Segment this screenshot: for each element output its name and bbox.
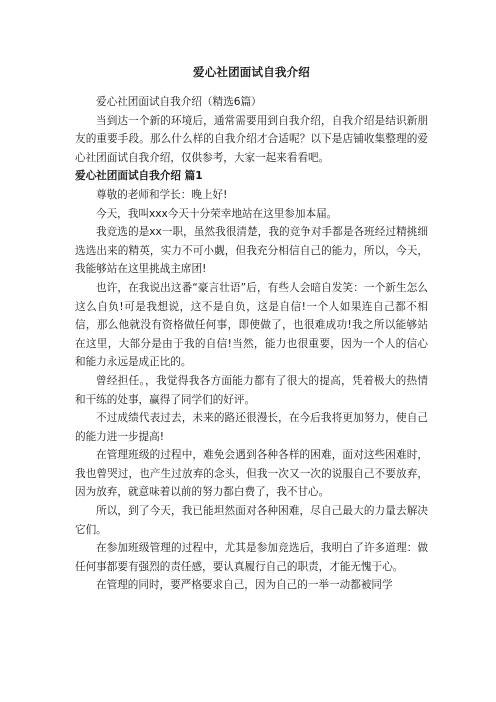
body-paragraph-3: 我竞选的是xx一职，虽然我很清楚，我的竞争对手都是各班经过精挑细选选出来的精英，实力不可小觑，但我充分相信自己的能力，所以，今天，我能够站在这里挑战主席团!: [75, 226, 428, 276]
intro-paragraph-2: 当到达一个新的环境后，通常需要用到自我介绍，自我介绍是结识新朋友的重要手段。那么什么样的自我介绍才合适呢？以下是店铺收集整理的爱心社团面试自我介绍，仅供参考，大家一起来看看吧。: [75, 114, 428, 164]
body-paragraph-5: 曾经担任。，我觉得我各方面能力都有了很大的提高，凭着极大的热情和干练的处事，赢得了同学们的好评。: [75, 374, 428, 406]
body-paragraph-7: 在管理班级的过程中，难免会遇到各种各样的困难，面对这些困难时，我也曾哭过，也产生过放弃的念头，但我一次又一次的说服自己不要放弃，因为放弃，就意味着以前的努力都白费了，我不甘心。: [75, 449, 428, 499]
body-paragraph-9: 在参加班级管理的过程中，尤其是参加竞选后，我明白了许多道理：做任何事都要有强烈的责任感，要认真履行自己的职责，才能无愧于心。: [75, 542, 428, 573]
document-title: 爱心社团面试自我介绍: [193, 65, 310, 79]
body-paragraph-10: 在管理的同时，要严格要求自己，因为自己的一举一动都被同学: [96, 579, 393, 592]
body-paragraph-4: 也许，在我说出这番“豪言壮语”后，有些人会暗自发笑：一个新生怎么这么自负!可是我想说，这不是自负，这是自信!一个人如果连自己都不相信，那么他就没有资格做任何事，即使做了，也很难成功!我之所以能够站在这里，大部分是由于我的自信!当然，能力也很重要，因为一个人的信心和能力永远是成正比的。: [75, 281, 428, 369]
body-paragraph-1: 尊敬的老师和学长：晚上好!: [96, 188, 228, 201]
intro-paragraph-1: 爱心社团面试自我介绍（精选6篇）: [96, 96, 262, 108]
body-paragraph-2: 今天，我叫xxx今天十分荣幸地站在这里参加本届。: [96, 207, 338, 220]
body-paragraph-6: 不过成绩代表过去，未来的路还很漫长，在今后我将更加努力，使自己的能力进一步提高!: [75, 412, 428, 443]
section-heading: 爱心社团面试自我介绍 篇1: [75, 170, 203, 183]
body-paragraph-8: 所以，到了今天，我已能坦然面对各种困难，尽自己最大的力量去解决它们。: [75, 505, 428, 536]
